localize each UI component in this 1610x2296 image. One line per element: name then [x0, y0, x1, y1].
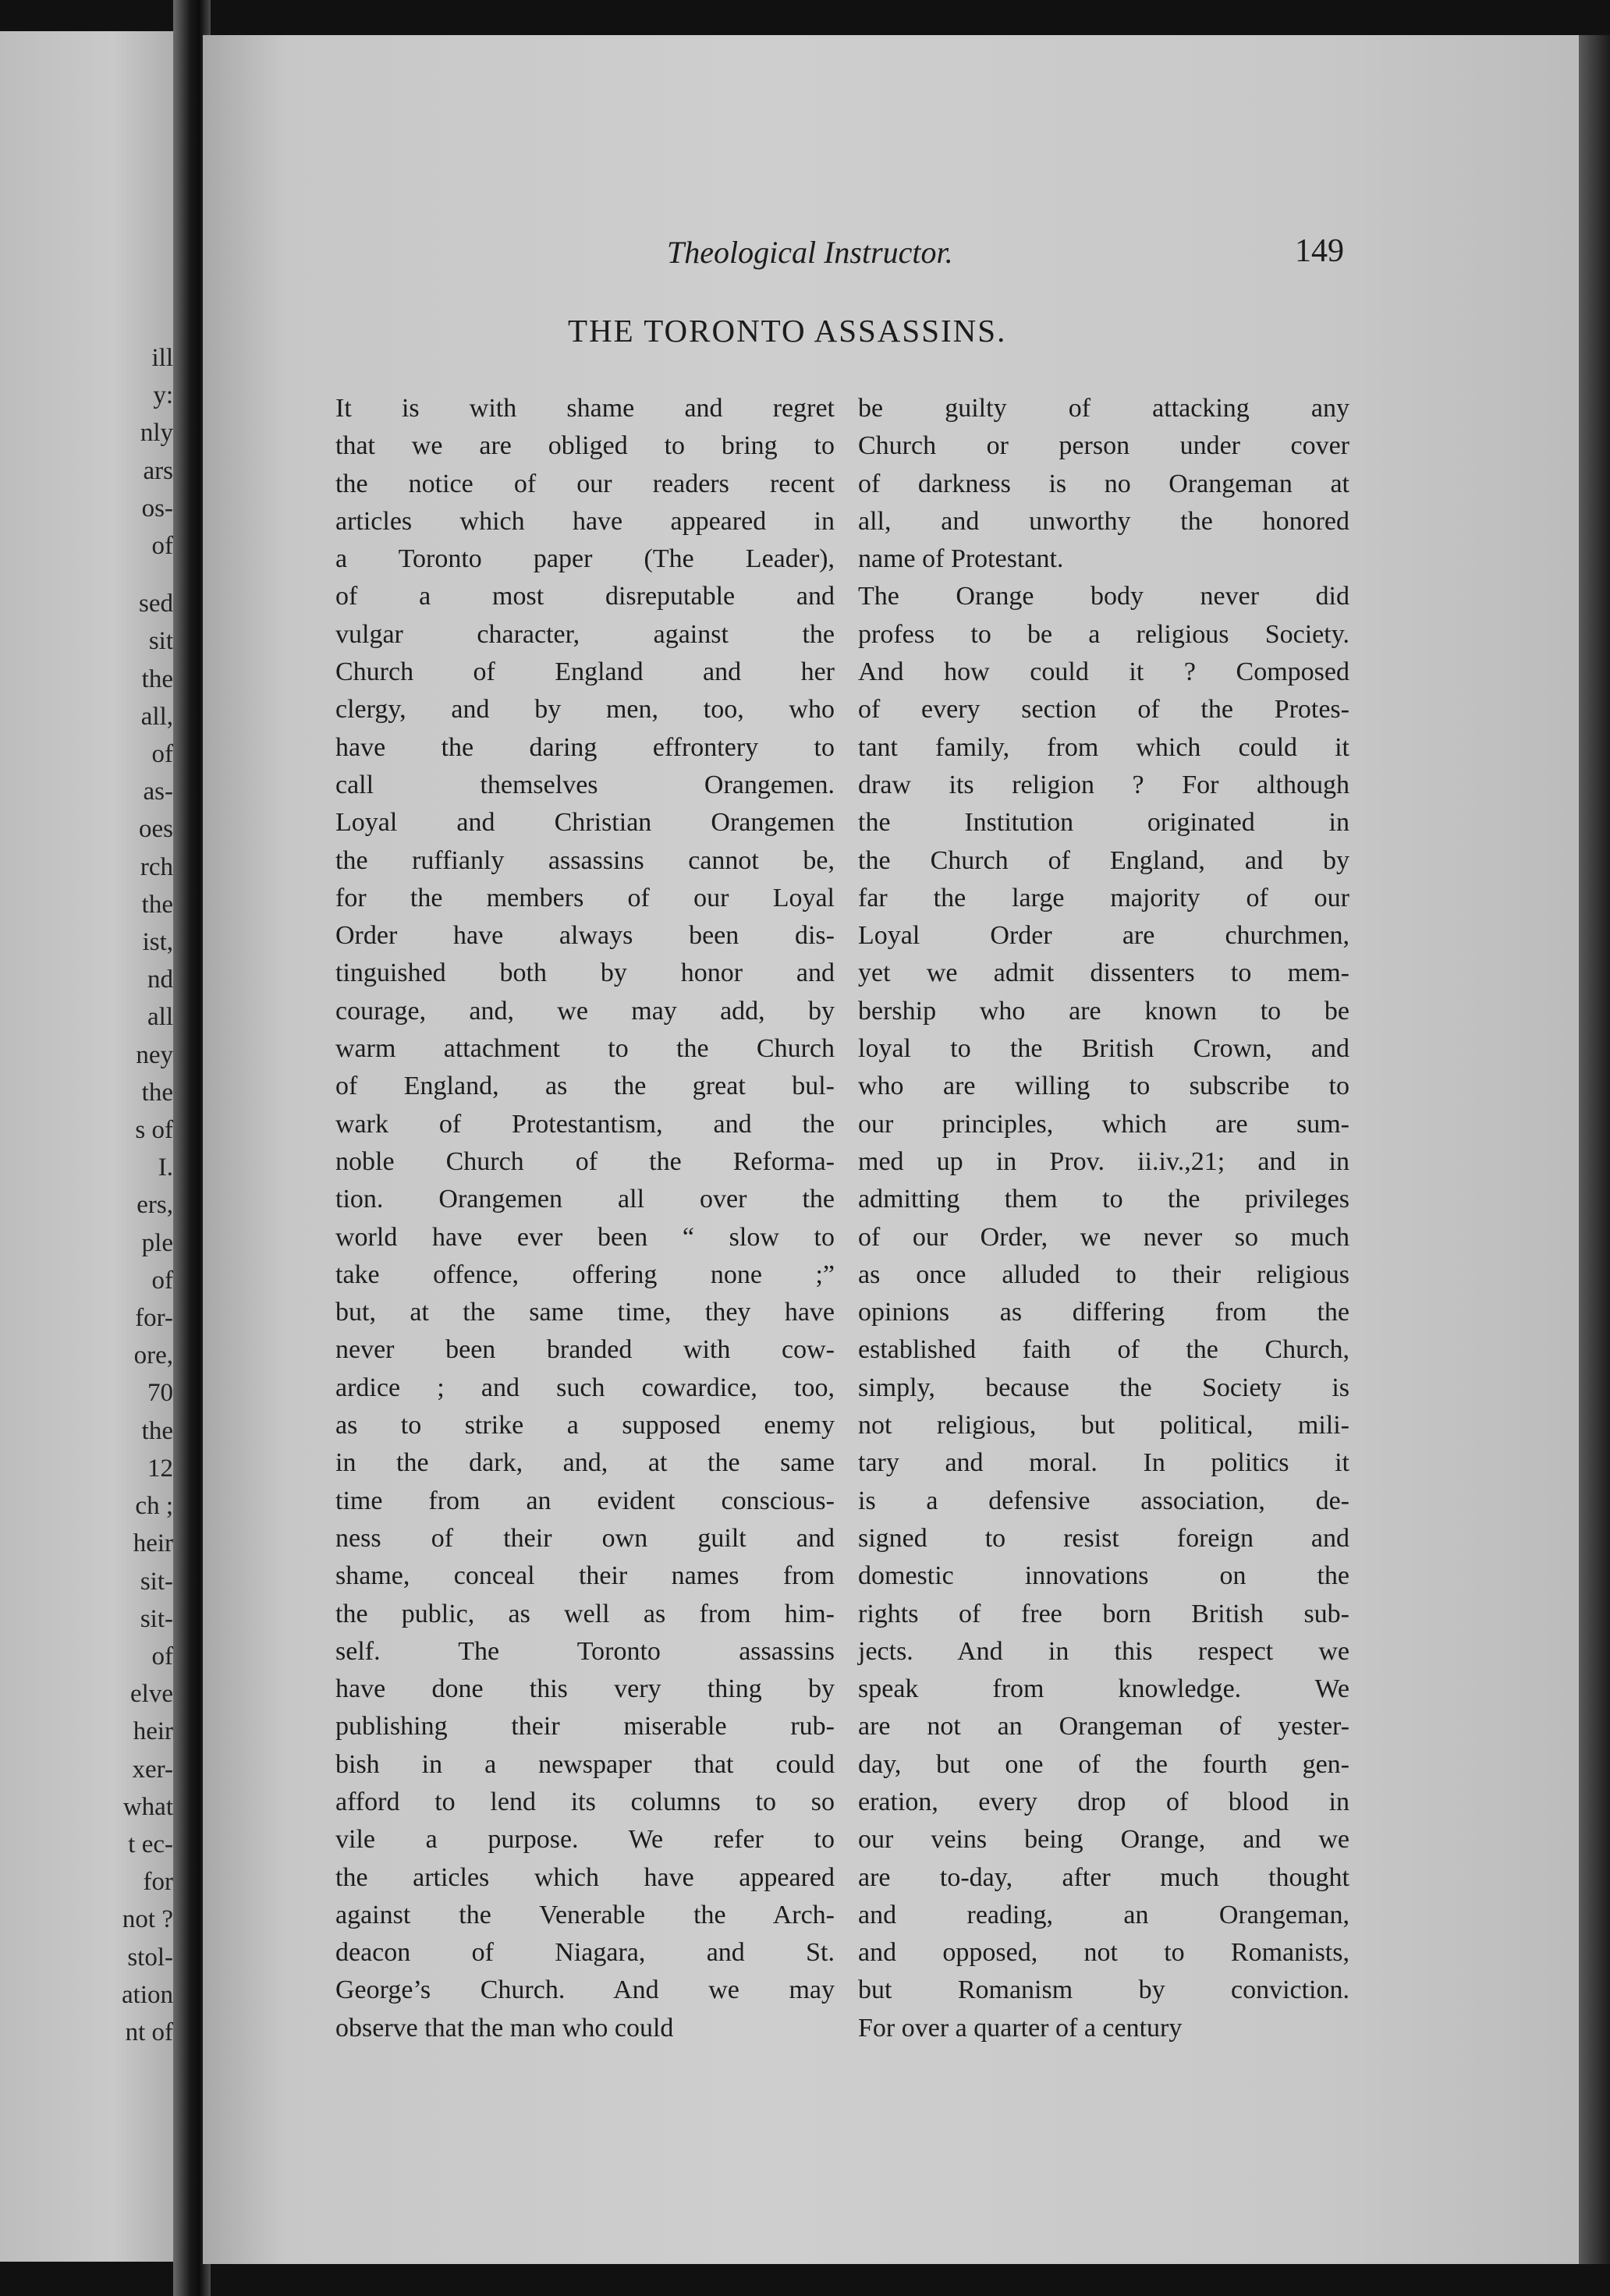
left-page-fragment: what	[122, 1792, 173, 1821]
text-line: that we are obliged to bring to	[335, 431, 835, 461]
text-line: And how could it ? Composed	[858, 657, 1349, 687]
left-page-fragment: not ?	[122, 1905, 173, 1934]
text-line: Church or person under cover	[858, 431, 1349, 461]
left-page-fragment: as-	[143, 778, 173, 806]
text-line: day, but one of the fourth gen-	[858, 1749, 1349, 1779]
left-page-fragment: 12	[147, 1454, 173, 1483]
left-page-fragment: of	[151, 1266, 173, 1295]
text-line: tion. Orangemen all over the	[335, 1185, 835, 1214]
text-line: and opposed, not to Romanists,	[858, 1938, 1349, 1968]
text-line: of England, as the great bul-	[335, 1072, 835, 1101]
text-line: who are willing to subscribe to	[858, 1072, 1349, 1101]
text-line: tinguished both by honor and	[335, 958, 835, 988]
text-line: observe that the man who could	[335, 2013, 674, 2043]
left-page-fragment: heir	[133, 1529, 173, 1558]
text-line: Order have always been dis-	[335, 921, 835, 951]
left-page-fragment: sit-	[140, 1567, 173, 1596]
text-line: is a defensive association, de-	[858, 1486, 1349, 1515]
right-page	[203, 35, 1580, 2264]
left-page-fragment: sit-	[140, 1604, 173, 1633]
text-line: med up in Prov. ii.iv.,21; and in	[858, 1146, 1349, 1176]
text-line: domestic innovations on the	[858, 1561, 1349, 1591]
text-line: clergy, and by men, too, who	[335, 695, 835, 725]
text-line: simply, because the Society is	[858, 1373, 1349, 1402]
article-column-left	[335, 390, 835, 2047]
article-column-right	[858, 390, 1349, 2047]
text-line: all, and unworthy the honored	[858, 506, 1349, 536]
text-line: as once alluded to their religious	[858, 1260, 1349, 1289]
left-page-fragment: heir	[133, 1717, 173, 1746]
text-line: but, at the same time, they have	[335, 1298, 835, 1327]
text-line: call themselves Orangemen.	[335, 770, 835, 799]
text-line: our veins being Orange, and we	[858, 1825, 1349, 1855]
left-page-fragment: nly	[140, 419, 173, 448]
left-page-fragment: 70	[147, 1379, 173, 1408]
text-line: jects. And in this respect we	[858, 1636, 1349, 1666]
text-line: the articles which have appeared	[335, 1862, 835, 1892]
left-page-fragment: y:	[153, 381, 173, 410]
text-line: of every section of the Protes-	[858, 695, 1349, 725]
text-line: articles which have appeared in	[335, 506, 835, 536]
text-line: the Institution originated in	[858, 808, 1349, 838]
article-title: THE TORONTO ASSASSINS.	[568, 313, 1007, 349]
text-line: are not an Orangeman of yester-	[858, 1712, 1349, 1741]
text-line: bership who are known to be	[858, 996, 1349, 1026]
text-line: ness of their own guilt and	[335, 1523, 835, 1553]
page-edge-shadow	[1579, 35, 1610, 2264]
text-line: a Toronto paper (The Leader),	[335, 544, 835, 574]
running-head: Theological Instructor.	[667, 235, 953, 270]
text-line: far the large majority of our	[858, 883, 1349, 912]
text-line: for the members of our Loyal	[335, 883, 835, 912]
left-page-fragment: ore,	[133, 1341, 173, 1370]
left-page-fragment: of	[151, 1642, 173, 1671]
text-line: loyal to the British Crown, and	[858, 1034, 1349, 1064]
left-page-fragment: ers,	[137, 1191, 173, 1220]
text-line: be guilty of attacking any	[858, 394, 1349, 423]
left-page-fragment: ill	[151, 344, 173, 372]
left-page-fragment: ney	[136, 1040, 173, 1069]
text-line: ardice ; and such cowardice, too,	[335, 1373, 835, 1402]
text-line: tary and moral. In politics it	[858, 1448, 1349, 1478]
text-line: world have ever been “ slow to	[335, 1222, 835, 1252]
text-line: afford to lend its columns to so	[335, 1787, 835, 1816]
text-line: admitting them to the privileges	[858, 1185, 1349, 1214]
left-page-fragment: all,	[140, 702, 173, 731]
text-line: as to strike a supposed enemy	[335, 1411, 835, 1440]
text-line: shame, conceal their names from	[335, 1561, 835, 1591]
text-line: but Romanism by conviction.	[858, 1975, 1349, 2005]
page-number: 149	[1295, 233, 1344, 269]
left-page-fragment: ist,	[142, 928, 173, 957]
text-line: time from an evident conscious-	[335, 1486, 835, 1515]
left-page-fragment: I.	[158, 1153, 173, 1182]
left-page-fragment: rch	[140, 852, 173, 881]
text-line: eration, every drop of blood in	[858, 1787, 1349, 1816]
text-line: never been branded with cow-	[335, 1335, 835, 1365]
text-line: the ruffianly assassins cannot be,	[335, 845, 835, 875]
text-line: of our Order, we never so much	[858, 1222, 1349, 1252]
text-line: It is with shame and regret	[335, 394, 835, 423]
text-line: bish in a newspaper that could	[335, 1749, 835, 1779]
text-line: established faith of the Church,	[858, 1335, 1349, 1365]
text-line: The Orange body never did	[858, 582, 1349, 611]
text-line: self. The Toronto assassins	[335, 1636, 835, 1666]
text-line: wark of Protestantism, and the	[335, 1109, 835, 1139]
left-page-fragment: of	[151, 532, 173, 561]
text-line: of darkness is no Orangeman at	[858, 469, 1349, 498]
text-line: not religious, but political, mili-	[858, 1411, 1349, 1440]
text-line: Church of England and her	[335, 657, 835, 687]
left-page-fragment: nd	[147, 966, 173, 994]
text-line: are to-day, after much thought	[858, 1862, 1349, 1892]
text-line: vile a purpose. We refer to	[335, 1825, 835, 1855]
left-page-fragment: for-	[135, 1304, 173, 1333]
text-line: opinions as differing from the	[858, 1298, 1349, 1327]
text-line: and reading, an Orangeman,	[858, 1900, 1349, 1929]
text-line: the notice of our readers recent	[335, 469, 835, 498]
text-line: yet we admit dissenters to mem-	[858, 958, 1349, 988]
text-line: publishing their miserable rub-	[335, 1712, 835, 1741]
left-page-fragment: ation	[122, 1980, 173, 2009]
text-line: the public, as well as from him-	[335, 1599, 835, 1628]
text-line: profess to be a religious Society.	[858, 619, 1349, 649]
text-line: the Church of England, and by	[858, 845, 1349, 875]
left-page-fragment: sed	[139, 590, 173, 618]
left-page-fragment: for	[143, 1868, 173, 1897]
left-page-fragment: os-	[141, 494, 173, 523]
left-page-fragment: ars	[143, 456, 173, 485]
left-page-fragment: sit	[148, 627, 173, 656]
text-line: our principles, which are sum-	[858, 1109, 1349, 1139]
left-page-fragment: xer-	[132, 1755, 173, 1784]
left-page-text-fragments	[33, 339, 173, 2051]
text-line: Loyal and Christian Orangemen	[335, 808, 835, 838]
text-line: warm attachment to the Church	[335, 1034, 835, 1064]
left-page-fragment: s of	[135, 1116, 173, 1145]
text-line: Loyal Order are churchmen,	[858, 921, 1349, 951]
left-facing-page	[0, 31, 187, 2262]
left-page-fragment: the	[141, 664, 173, 693]
left-page-fragment: of	[151, 740, 173, 769]
left-page-fragment: stol-	[127, 1943, 173, 1972]
text-line: have done this very thing by	[335, 1674, 835, 1704]
text-line: speak from knowledge. We	[858, 1674, 1349, 1704]
left-page-fragment: oes	[139, 815, 173, 844]
text-line: draw its religion ? For although	[858, 770, 1349, 799]
text-line: in the dark, and, at the same	[335, 1448, 835, 1478]
text-line: against the Venerable the Arch-	[335, 1900, 835, 1929]
text-line: For over a quarter of a century	[858, 2013, 1183, 2043]
left-page-fragment: t ec-	[128, 1830, 173, 1858]
left-page-fragment: the	[141, 1416, 173, 1445]
left-page-fragment: the	[141, 890, 173, 919]
text-line: take offence, offering none ;”	[335, 1260, 835, 1289]
text-line: noble Church of the Reforma-	[335, 1146, 835, 1176]
text-line: of a most disreputable and	[335, 582, 835, 611]
text-line: tant family, from which could it	[858, 732, 1349, 762]
text-line: signed to resist foreign and	[858, 1523, 1349, 1553]
text-line: vulgar character, against the	[335, 619, 835, 649]
text-line: courage, and, we may add, by	[335, 996, 835, 1026]
left-page-fragment: nt of	[125, 2018, 173, 2046]
left-page-fragment: ple	[141, 1228, 173, 1257]
text-line: rights of free born British sub-	[858, 1599, 1349, 1628]
text-line: name of Protestant.	[858, 544, 1064, 574]
text-line: George’s Church. And we may	[335, 1975, 835, 2005]
left-page-fragment: elve	[130, 1680, 173, 1709]
text-line: deacon of Niagara, and St.	[335, 1938, 835, 1968]
left-page-fragment: ch ;	[135, 1492, 173, 1521]
left-page-fragment: the	[141, 1078, 173, 1107]
left-page-fragment: all	[147, 1003, 173, 1032]
text-line: have the daring effrontery to	[335, 732, 835, 762]
